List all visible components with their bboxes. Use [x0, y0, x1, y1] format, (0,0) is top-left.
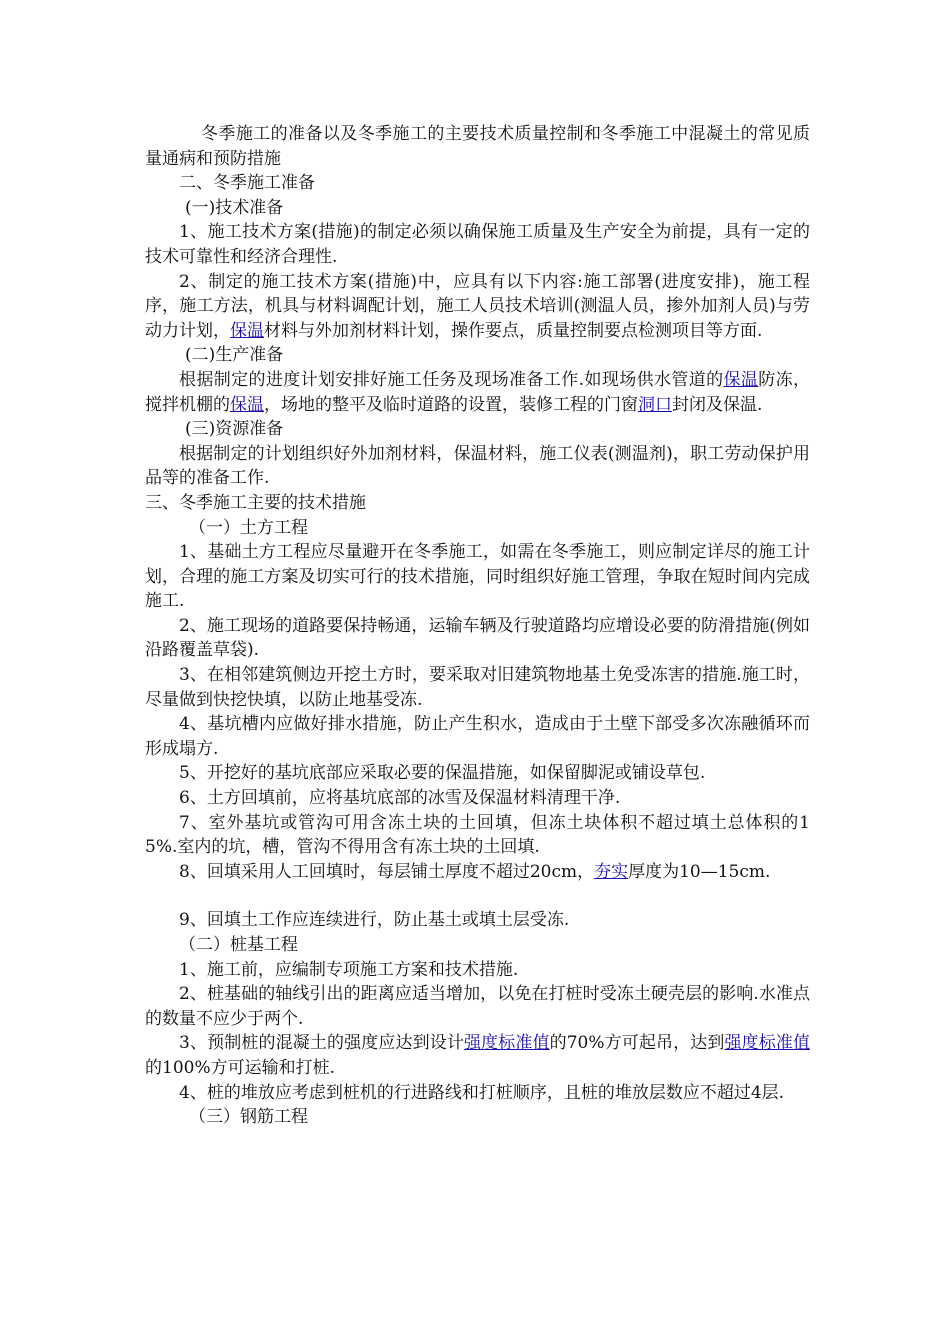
- paragraph-resource-prep: 根据制定的计划组织好外加剂材料，保温材料，施工仪表(测温剂)，职工劳动保护用品等的准备工作.: [145, 443, 810, 489]
- document-body: [145, 122, 810, 1130]
- text-segment: 8、回填采用人工回填时，每层铺土厚度不超过20cm，: [179, 861, 595, 882]
- subsection-heading-production-prep: (二)生产准备: [185, 345, 284, 366]
- list-item-pile-4: 4、桩的堆放应考虑到桩机的行进路线和打桩顺序，且桩的堆放层数应不超过4层.: [179, 1082, 785, 1103]
- subsection-heading-tech-prep: (一)技术准备: [185, 197, 284, 218]
- text-segment: 材料与外加剂材料计划，操作要点，质量控制要点检测项目等方面.: [264, 320, 763, 341]
- section-heading-winter-prep: 二、冬季施工准备: [179, 173, 315, 194]
- text-segment: 的100%方可运输和打桩.: [145, 1057, 336, 1078]
- text-segment: 2、制定的施工技术方案(措施)中，应具有以下内容:施工部署(进度安排)，施工程序，施工方法，机具与材料调配计划，施工人员技术培训(测温人员，掺外加剂人员)与劳动力计划，: [145, 271, 810, 341]
- subsection-heading-pile-foundation: （二）桩基工程: [179, 935, 298, 955]
- list-item-pile-3: [145, 1031, 810, 1080]
- text-segment: ，场地的整平及临时道路的设置，装修工程的门窗: [264, 394, 638, 415]
- text-segment: 封闭及保温.: [672, 394, 763, 415]
- link-compaction[interactable]: 夯实: [594, 861, 629, 882]
- subsection-heading-resource-prep: (三)资源准备: [185, 419, 284, 440]
- list-item-earthwork-3: 3、在相邻建筑侧边开挖土方时，要采取对旧建筑物地基土免受冻害的措施.施工时，尽量做到快挖快填，以防止地基受冻.: [145, 665, 810, 710]
- link-insulation[interactable]: 保温: [230, 320, 264, 341]
- text-segment: 根据制定的进度计划安排好施工任务及现场准备工作.如现场供水管道的: [179, 369, 724, 390]
- link-insulation[interactable]: 保温: [230, 394, 264, 415]
- link-opening[interactable]: 洞口: [638, 394, 672, 415]
- list-item-pile-1: 1、施工前，应编制专项施工方案和技术措施.: [179, 959, 519, 980]
- list-item-earthwork-1: 1、基础土方工程应尽量避开在冬季施工，如需在冬季施工，则应制定详尽的施工计划，合理的施工方案及切实可行的技术措施，同时组织好施工管理，争取在短时间内完成施工.: [145, 542, 810, 612]
- list-item-earthwork-6: 6、土方回填前，应将基坑底部的冰雪及保温材料清理干净.: [179, 788, 621, 809]
- blank-line: [145, 884, 810, 908]
- subsection-heading-earthwork: （一）土方工程: [189, 517, 308, 538]
- list-item-earthwork-4: 4、基坑槽内应做好排水措施，防止产生积水，造成由于土壁下部受多次冻融循环而形成塌方.: [145, 714, 810, 759]
- list-item-earthwork-8: [145, 860, 810, 885]
- section-heading-tech-measures: 三、冬季施工主要的技术措施: [145, 492, 366, 513]
- link-strength-standard[interactable]: 强度标准值: [463, 1033, 550, 1054]
- text-segment: 的70%方可起吊，达到: [549, 1033, 725, 1054]
- list-item-earthwork-7: 7、室外基坑或管沟可用含冻土块的土回填，但冻土块体积不超过填土总体积的15%.室内的坑，槽，管沟不得用含有冻土块的土回填.: [145, 812, 810, 858]
- document-title: 冬季施工的准备以及冬季施工的主要技术质量控制和冬季施工中混凝土的常见质量通病和预防措施: [145, 124, 810, 169]
- list-item-earthwork-9: 9、回填土工作应连续进行，防止基土或填土层受冻.: [179, 910, 570, 931]
- text-segment: 厚度为10—15cm.: [628, 861, 771, 882]
- text-segment: 3、预制桩的混凝土的强度应达到设计: [179, 1033, 464, 1054]
- paragraph-production-prep: [145, 368, 810, 417]
- text-segment: 防冻，搅拌机棚的: [145, 369, 811, 415]
- link-strength-standard[interactable]: 强度标准值: [724, 1033, 810, 1054]
- list-item-earthwork-2: 2、施工现场的道路要保持畅通，运输车辆及行驶道路均应增设必要的防滑措施(例如沿路覆盖草袋).: [145, 615, 810, 661]
- paragraph-plan-contents: [145, 270, 810, 344]
- subsection-heading-rebar: （三）钢筋工程: [189, 1107, 308, 1128]
- list-item-pile-2: 2、桩基础的轴线引出的距离应适当增加，以免在打桩时受冻土硬壳层的影响.水准点的数量不应少于两个.: [145, 984, 810, 1029]
- paragraph-tech-plan: 1、施工技术方案(措施)的制定必须以确保施工质量及生产安全为前提，具有一定的技术可靠性和经济合理性.: [145, 222, 810, 267]
- link-insulation[interactable]: 保温: [723, 369, 759, 390]
- list-item-earthwork-5: 5、开挖好的基坑底部应采取必要的保温措施，如保留脚泥或铺设草包.: [179, 763, 706, 784]
